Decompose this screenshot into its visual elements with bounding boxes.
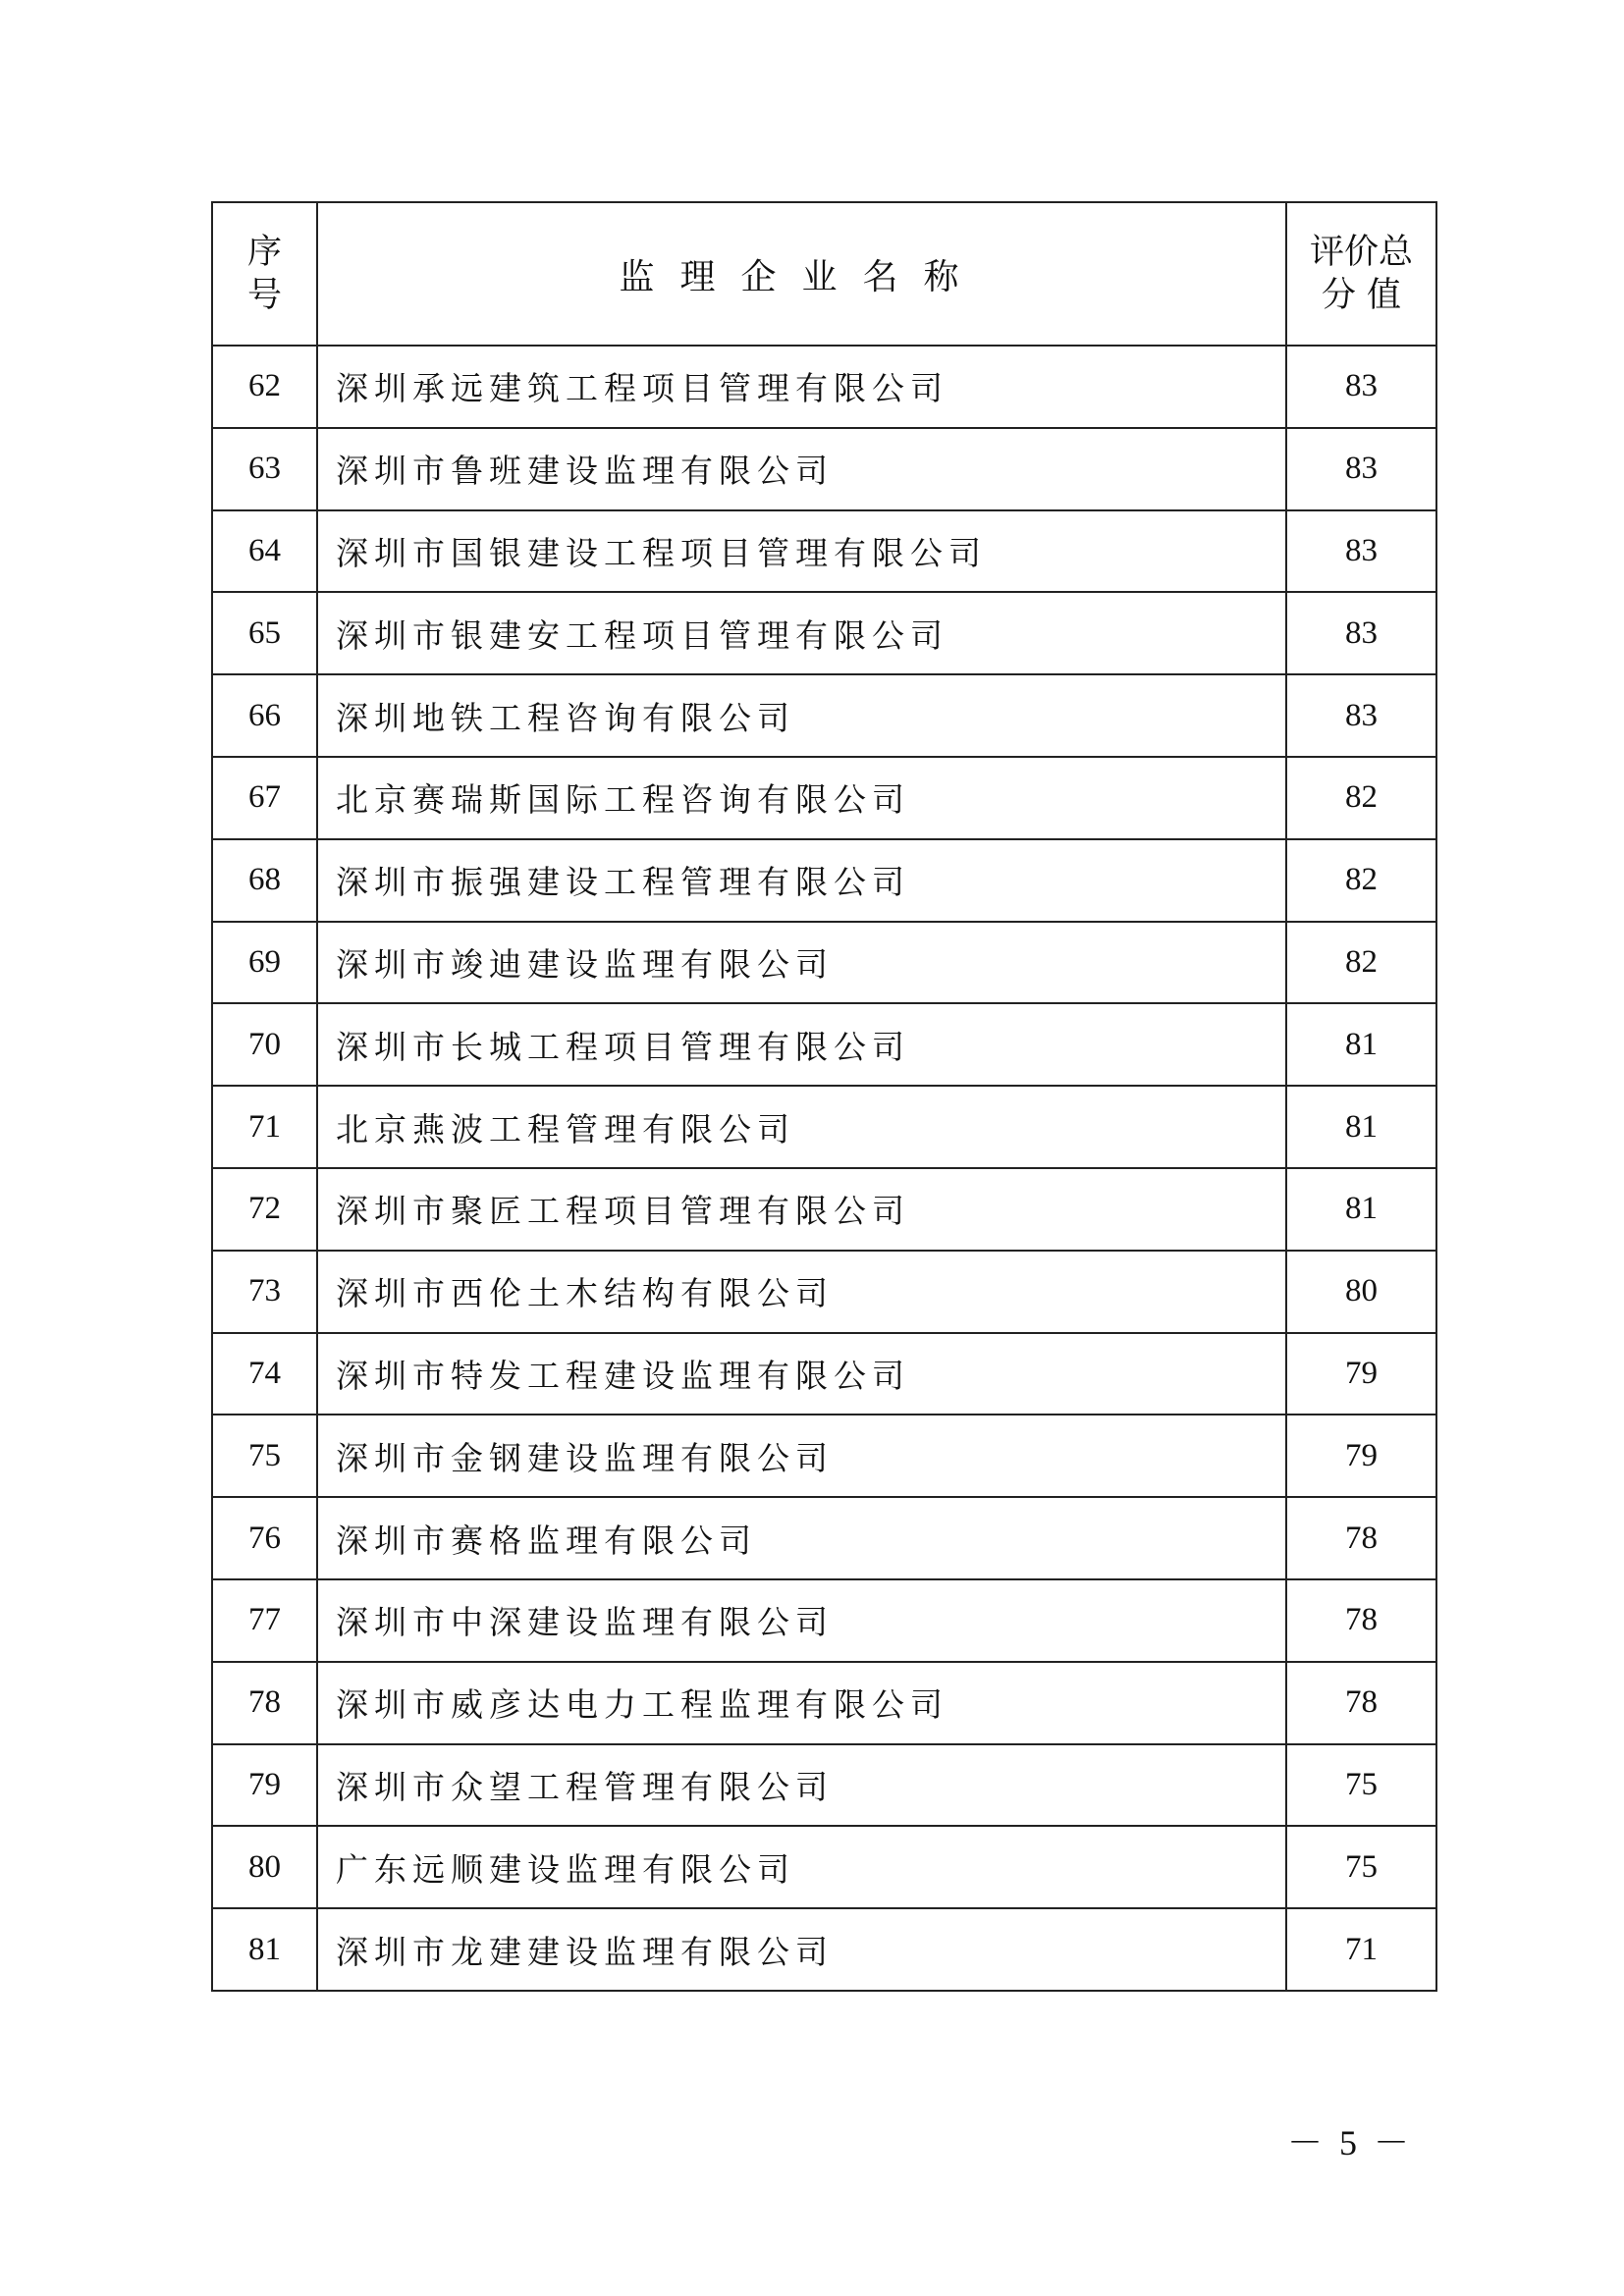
row-company-name: 深圳市龙建建设监理有限公司	[317, 1908, 1286, 1991]
row-company-name: 深圳市金钢建设监理有限公司	[317, 1415, 1286, 1497]
table-row	[212, 1251, 1436, 1333]
row-score: 75	[1286, 1826, 1436, 1908]
row-seq: 76	[212, 1497, 317, 1579]
table-row	[212, 428, 1436, 510]
table-body	[212, 346, 1436, 1991]
row-score: 75	[1286, 1744, 1436, 1827]
row-seq: 63	[212, 428, 317, 510]
row-company-name: 深圳市众望工程管理有限公司	[317, 1744, 1286, 1827]
row-company-name: 深圳市竣迪建设监理有限公司	[317, 922, 1286, 1004]
table-row	[212, 1662, 1436, 1744]
row-company-name: 深圳市银建安工程项目管理有限公司	[317, 592, 1286, 674]
row-company-name: 深圳市西伦土木结构有限公司	[317, 1251, 1286, 1333]
row-score: 83	[1286, 674, 1436, 757]
row-score: 81	[1286, 1086, 1436, 1168]
row-company-name: 深圳市中深建设监理有限公司	[317, 1579, 1286, 1662]
row-seq: 65	[212, 592, 317, 674]
row-score: 83	[1286, 428, 1436, 510]
row-seq: 78	[212, 1662, 317, 1744]
table-row	[212, 839, 1436, 922]
table-row	[212, 757, 1436, 839]
row-seq: 74	[212, 1333, 317, 1415]
row-seq: 64	[212, 510, 317, 593]
row-seq: 68	[212, 839, 317, 922]
header-score	[1286, 202, 1436, 346]
row-score: 82	[1286, 922, 1436, 1004]
table-row	[212, 1415, 1436, 1497]
row-score: 83	[1286, 592, 1436, 674]
table-row	[212, 510, 1436, 593]
evaluation-table	[211, 201, 1437, 1992]
row-company-name: 深圳市赛格监理有限公司	[317, 1497, 1286, 1579]
row-seq: 66	[212, 674, 317, 757]
table-row	[212, 1744, 1436, 1827]
row-score: 71	[1286, 1908, 1436, 1991]
table-row	[212, 592, 1436, 674]
row-company-name: 深圳市鲁班建设监理有限公司	[317, 428, 1286, 510]
row-seq: 62	[212, 346, 317, 428]
row-seq: 81	[212, 1908, 317, 1991]
row-score: 82	[1286, 839, 1436, 922]
row-seq: 79	[212, 1744, 317, 1827]
row-score: 81	[1286, 1168, 1436, 1251]
row-seq: 71	[212, 1086, 317, 1168]
row-company-name: 深圳承远建筑工程项目管理有限公司	[317, 346, 1286, 428]
row-seq: 67	[212, 757, 317, 839]
table-row	[212, 1003, 1436, 1086]
row-score: 78	[1286, 1579, 1436, 1662]
table-row	[212, 1333, 1436, 1415]
row-score: 79	[1286, 1415, 1436, 1497]
row-score: 78	[1286, 1662, 1436, 1744]
table-row	[212, 1086, 1436, 1168]
table-row	[212, 1908, 1436, 1991]
row-seq: 70	[212, 1003, 317, 1086]
row-seq: 75	[212, 1415, 317, 1497]
row-score: 83	[1286, 346, 1436, 428]
header-seq	[212, 202, 317, 346]
table-row	[212, 1579, 1436, 1662]
row-seq: 73	[212, 1251, 317, 1333]
row-score: 81	[1286, 1003, 1436, 1086]
table-row	[212, 922, 1436, 1004]
row-company-name: 深圳市国银建设工程项目管理有限公司	[317, 510, 1286, 593]
table-row	[212, 1168, 1436, 1251]
row-company-name: 深圳地铁工程咨询有限公司	[317, 674, 1286, 757]
header-score-line1: 评价总	[1309, 233, 1413, 272]
row-score: 79	[1286, 1333, 1436, 1415]
row-company-name: 深圳市聚匠工程项目管理有限公司	[317, 1168, 1286, 1251]
row-company-name: 北京赛瑞斯国际工程咨询有限公司	[317, 757, 1286, 839]
table-row	[212, 346, 1436, 428]
row-score: 83	[1286, 510, 1436, 593]
row-score: 82	[1286, 757, 1436, 839]
row-company-name: 北京燕波工程管理有限公司	[317, 1086, 1286, 1168]
header-seq-line1: 序	[246, 233, 282, 272]
table-row	[212, 1497, 1436, 1579]
row-company-name: 深圳市振强建设工程管理有限公司	[317, 839, 1286, 922]
row-company-name: 深圳市威彦达电力工程监理有限公司	[317, 1662, 1286, 1744]
header-seq-line2: 号	[246, 276, 282, 315]
table-row	[212, 674, 1436, 757]
page-number: － 5 －	[1286, 2123, 1413, 2163]
row-seq: 72	[212, 1168, 317, 1251]
row-seq: 77	[212, 1579, 317, 1662]
row-seq: 80	[212, 1826, 317, 1908]
row-score: 78	[1286, 1497, 1436, 1579]
row-company-name: 深圳市特发工程建设监理有限公司	[317, 1333, 1286, 1415]
table-header-row	[212, 202, 1436, 346]
table-row	[212, 1826, 1436, 1908]
row-company-name: 广东远顺建设监理有限公司	[317, 1826, 1286, 1908]
header-company-name: 监理企业名称	[317, 202, 1286, 346]
row-score: 80	[1286, 1251, 1436, 1333]
row-company-name: 深圳市长城工程项目管理有限公司	[317, 1003, 1286, 1086]
row-seq: 69	[212, 922, 317, 1004]
header-score-line2: 分 值	[1321, 276, 1402, 315]
